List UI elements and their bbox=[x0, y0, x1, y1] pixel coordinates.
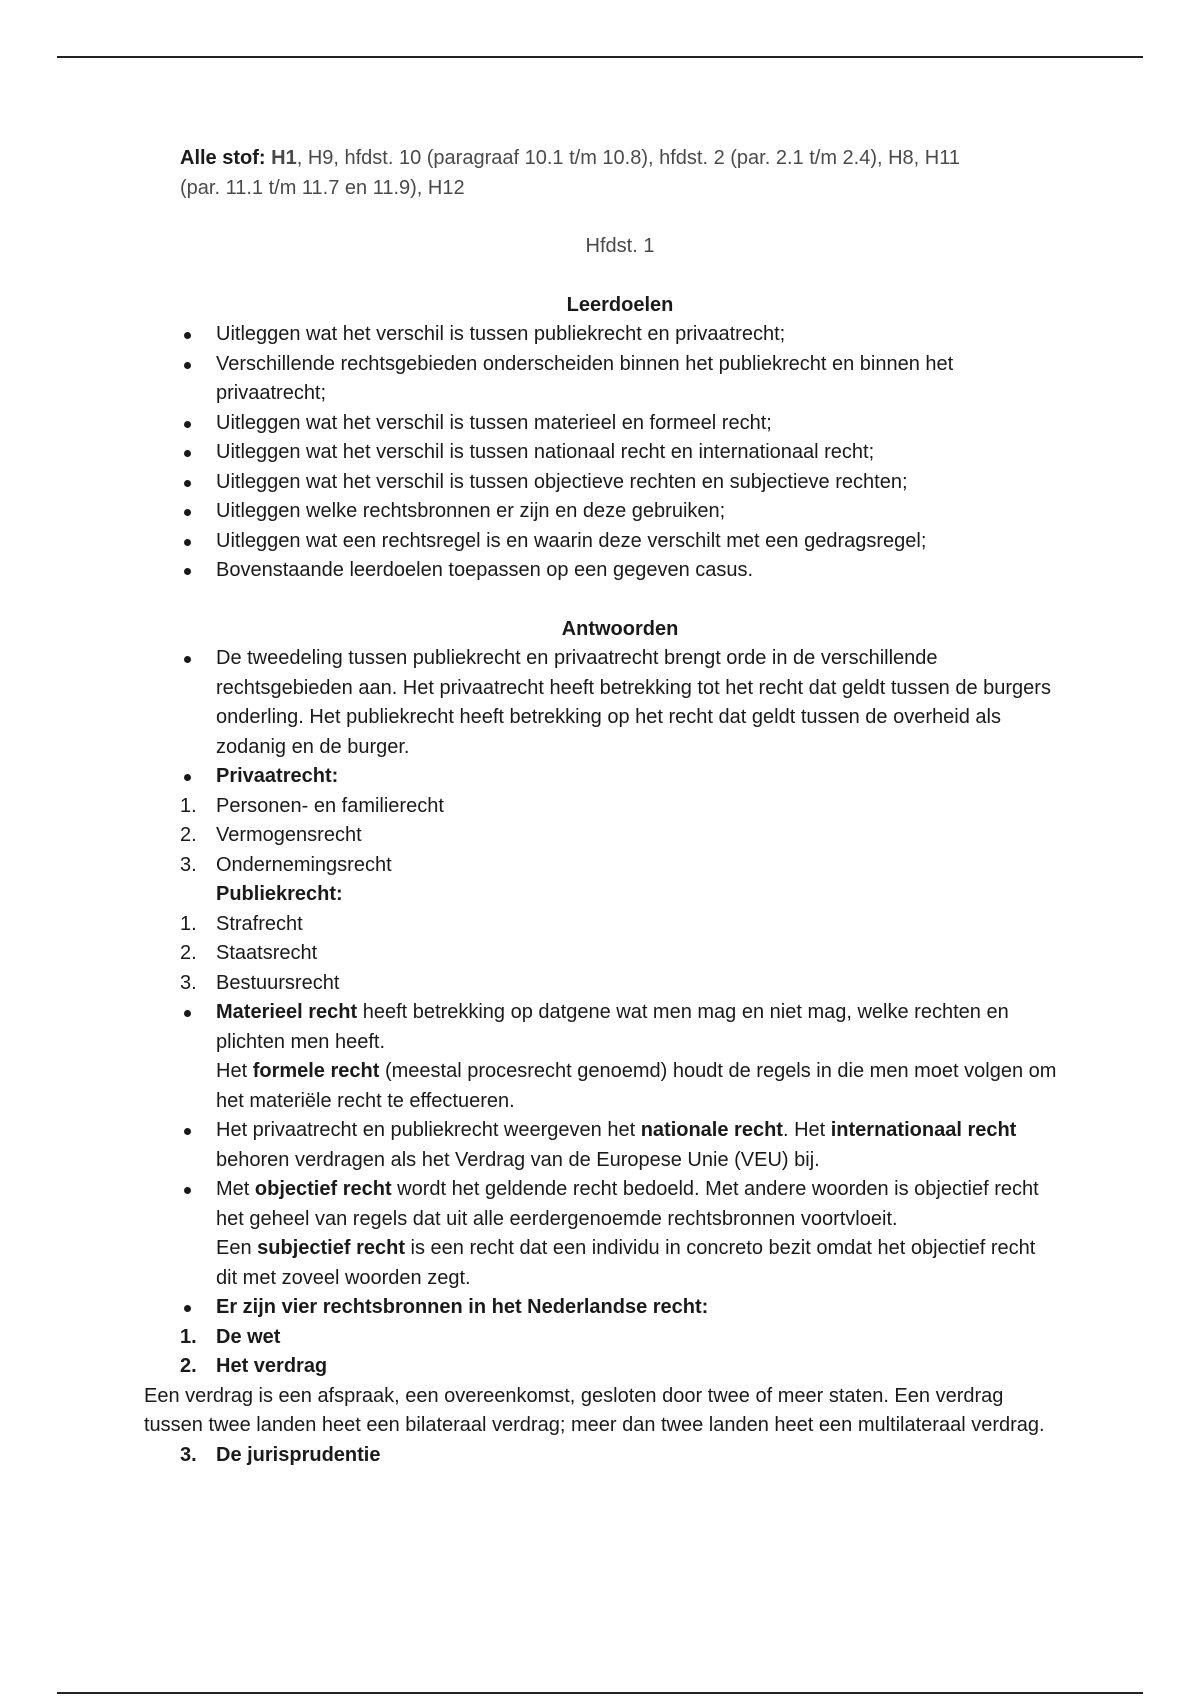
publiekrecht-list bbox=[180, 910, 1060, 999]
alle-stof-label: Alle stof: bbox=[180, 147, 266, 169]
objectief-recht-item: Met objectief recht wordt het geldende recht bedoeld. Met andere woorden is objectief recht het geheel van regels dat uit alle eerdergenoemde rechtsbronnen voortvloeit. bbox=[180, 1175, 1060, 1234]
list-item: 2. Het verdrag bbox=[180, 1355, 328, 1377]
materieel-recht-item: Materieel recht heeft betrekking op datgene wat men mag en niet mag, welke rechten en plichten men heeft. Het formele recht (meestal procesrecht genoemd) houdt de regels in die men moet volgen om het materiële recht te effectueren. bbox=[180, 998, 1060, 1116]
list-item: 3. Bestuursrecht bbox=[180, 971, 340, 994]
list-item: 3. Ondernemingsrecht bbox=[180, 853, 392, 876]
publiekrecht-label: Publiekrecht: bbox=[216, 883, 343, 905]
antwoorden-list-3 bbox=[180, 1293, 1060, 1323]
list-item: Bovenstaande leerdoelen toepassen op een gegeven casus. bbox=[180, 556, 1060, 586]
list-item: 2. Vermogensrecht bbox=[180, 824, 362, 846]
list-item: Verschillende rechtsgebieden onderscheiden binnen het publiekrecht en binnen het privaatrecht; bbox=[180, 350, 1060, 409]
alle-stof-rest-2: (par. 11.1 t/m 11.7 en 11.9), H12 bbox=[180, 176, 465, 199]
rechtsbronnen-label: Er zijn vier rechtsbronnen in het Nederlandse recht: bbox=[180, 1293, 1060, 1323]
subjectief-recht-paragraph: Een subjectief recht is een recht dat een individu in concreto bezit omdat het objectief recht dit met zoveel woorden zegt. bbox=[216, 1237, 1036, 1289]
list-item: 1. Strafrecht bbox=[180, 912, 303, 935]
nationaal-recht-item: Het privaatrecht en publiekrecht weergeven het nationale recht. Het internationaal recht behoren verdragen als het Verdrag van de Europese Unie (VEU) bij. bbox=[180, 1116, 1060, 1175]
antwoorden-list-2 bbox=[180, 998, 1060, 1234]
list-item: Uitleggen wat het verschil is tussen nationaal recht en internationaal recht; bbox=[180, 438, 1060, 468]
antwoorden-list bbox=[180, 644, 1060, 792]
verdrag-paragraph: Een verdrag is een afspraak, een overeenkomst, gesloten door twee of meer staten. Een verdrag tussen twee landen heet een bilateraal verdrag; meer dan twee landen heet een multilateraal verdrag. bbox=[144, 1384, 1045, 1436]
list-item: 1. Personen- en familierecht bbox=[180, 794, 444, 817]
list-item: Uitleggen welke rechtsbronnen er zijn en deze gebruiken; bbox=[180, 497, 1060, 527]
document-body bbox=[144, 144, 1060, 1470]
list-item: Uitleggen wat het verschil is tussen publiekrecht en privaatrecht; bbox=[180, 320, 1060, 350]
privaatrecht-label: Privaatrecht: bbox=[180, 762, 1060, 792]
list-item: Uitleggen wat een rechtsregel is en waarin deze verschilt met een gedragsregel; bbox=[180, 527, 1060, 557]
antwoorden-heading: Antwoorden bbox=[561, 617, 679, 640]
top-rule bbox=[57, 56, 1143, 58]
alle-stof-rest-1: , H9, hfdst. 10 (paragraaf 10.1 t/m 10.8), hfdst. 2 (par. 2.1 t/m 2.4), H8, H11 bbox=[296, 147, 960, 169]
list-item: 2. Staatsrecht bbox=[180, 942, 318, 964]
leerdoelen-heading: Leerdoelen bbox=[566, 293, 674, 316]
list-item: Uitleggen wat het verschil is tussen objectieve rechten en subjectieve rechten; bbox=[180, 468, 1060, 498]
rechtsbronnen-list-2 bbox=[180, 1441, 1060, 1471]
leerdoelen-list bbox=[180, 320, 1060, 586]
list-item: Uitleggen wat het verschil is tussen materieel en formeel recht; bbox=[180, 409, 1060, 439]
rechtsbronnen-list bbox=[180, 1323, 1060, 1382]
answer-intro: De tweedeling tussen publiekrecht en privaatrecht brengt orde in de verschillende rechtsgebieden aan. Het privaatrecht heeft betrekking tot het recht dat geldt tussen de burgers onderling. Het publiekrecht heeft betrekking op het recht dat geldt tussen de overheid als zodanig en de burger. bbox=[180, 644, 1060, 762]
privaatrecht-list bbox=[180, 792, 1060, 881]
list-item: 1. De wet bbox=[180, 1325, 281, 1348]
course-material-line bbox=[180, 144, 1060, 203]
alle-stof-h1: H1 bbox=[271, 147, 297, 169]
chapter-title: Hfdst. 1 bbox=[585, 235, 655, 257]
list-item: 3. De jurisprudentie bbox=[180, 1443, 381, 1466]
bottom-rule bbox=[57, 1692, 1143, 1694]
